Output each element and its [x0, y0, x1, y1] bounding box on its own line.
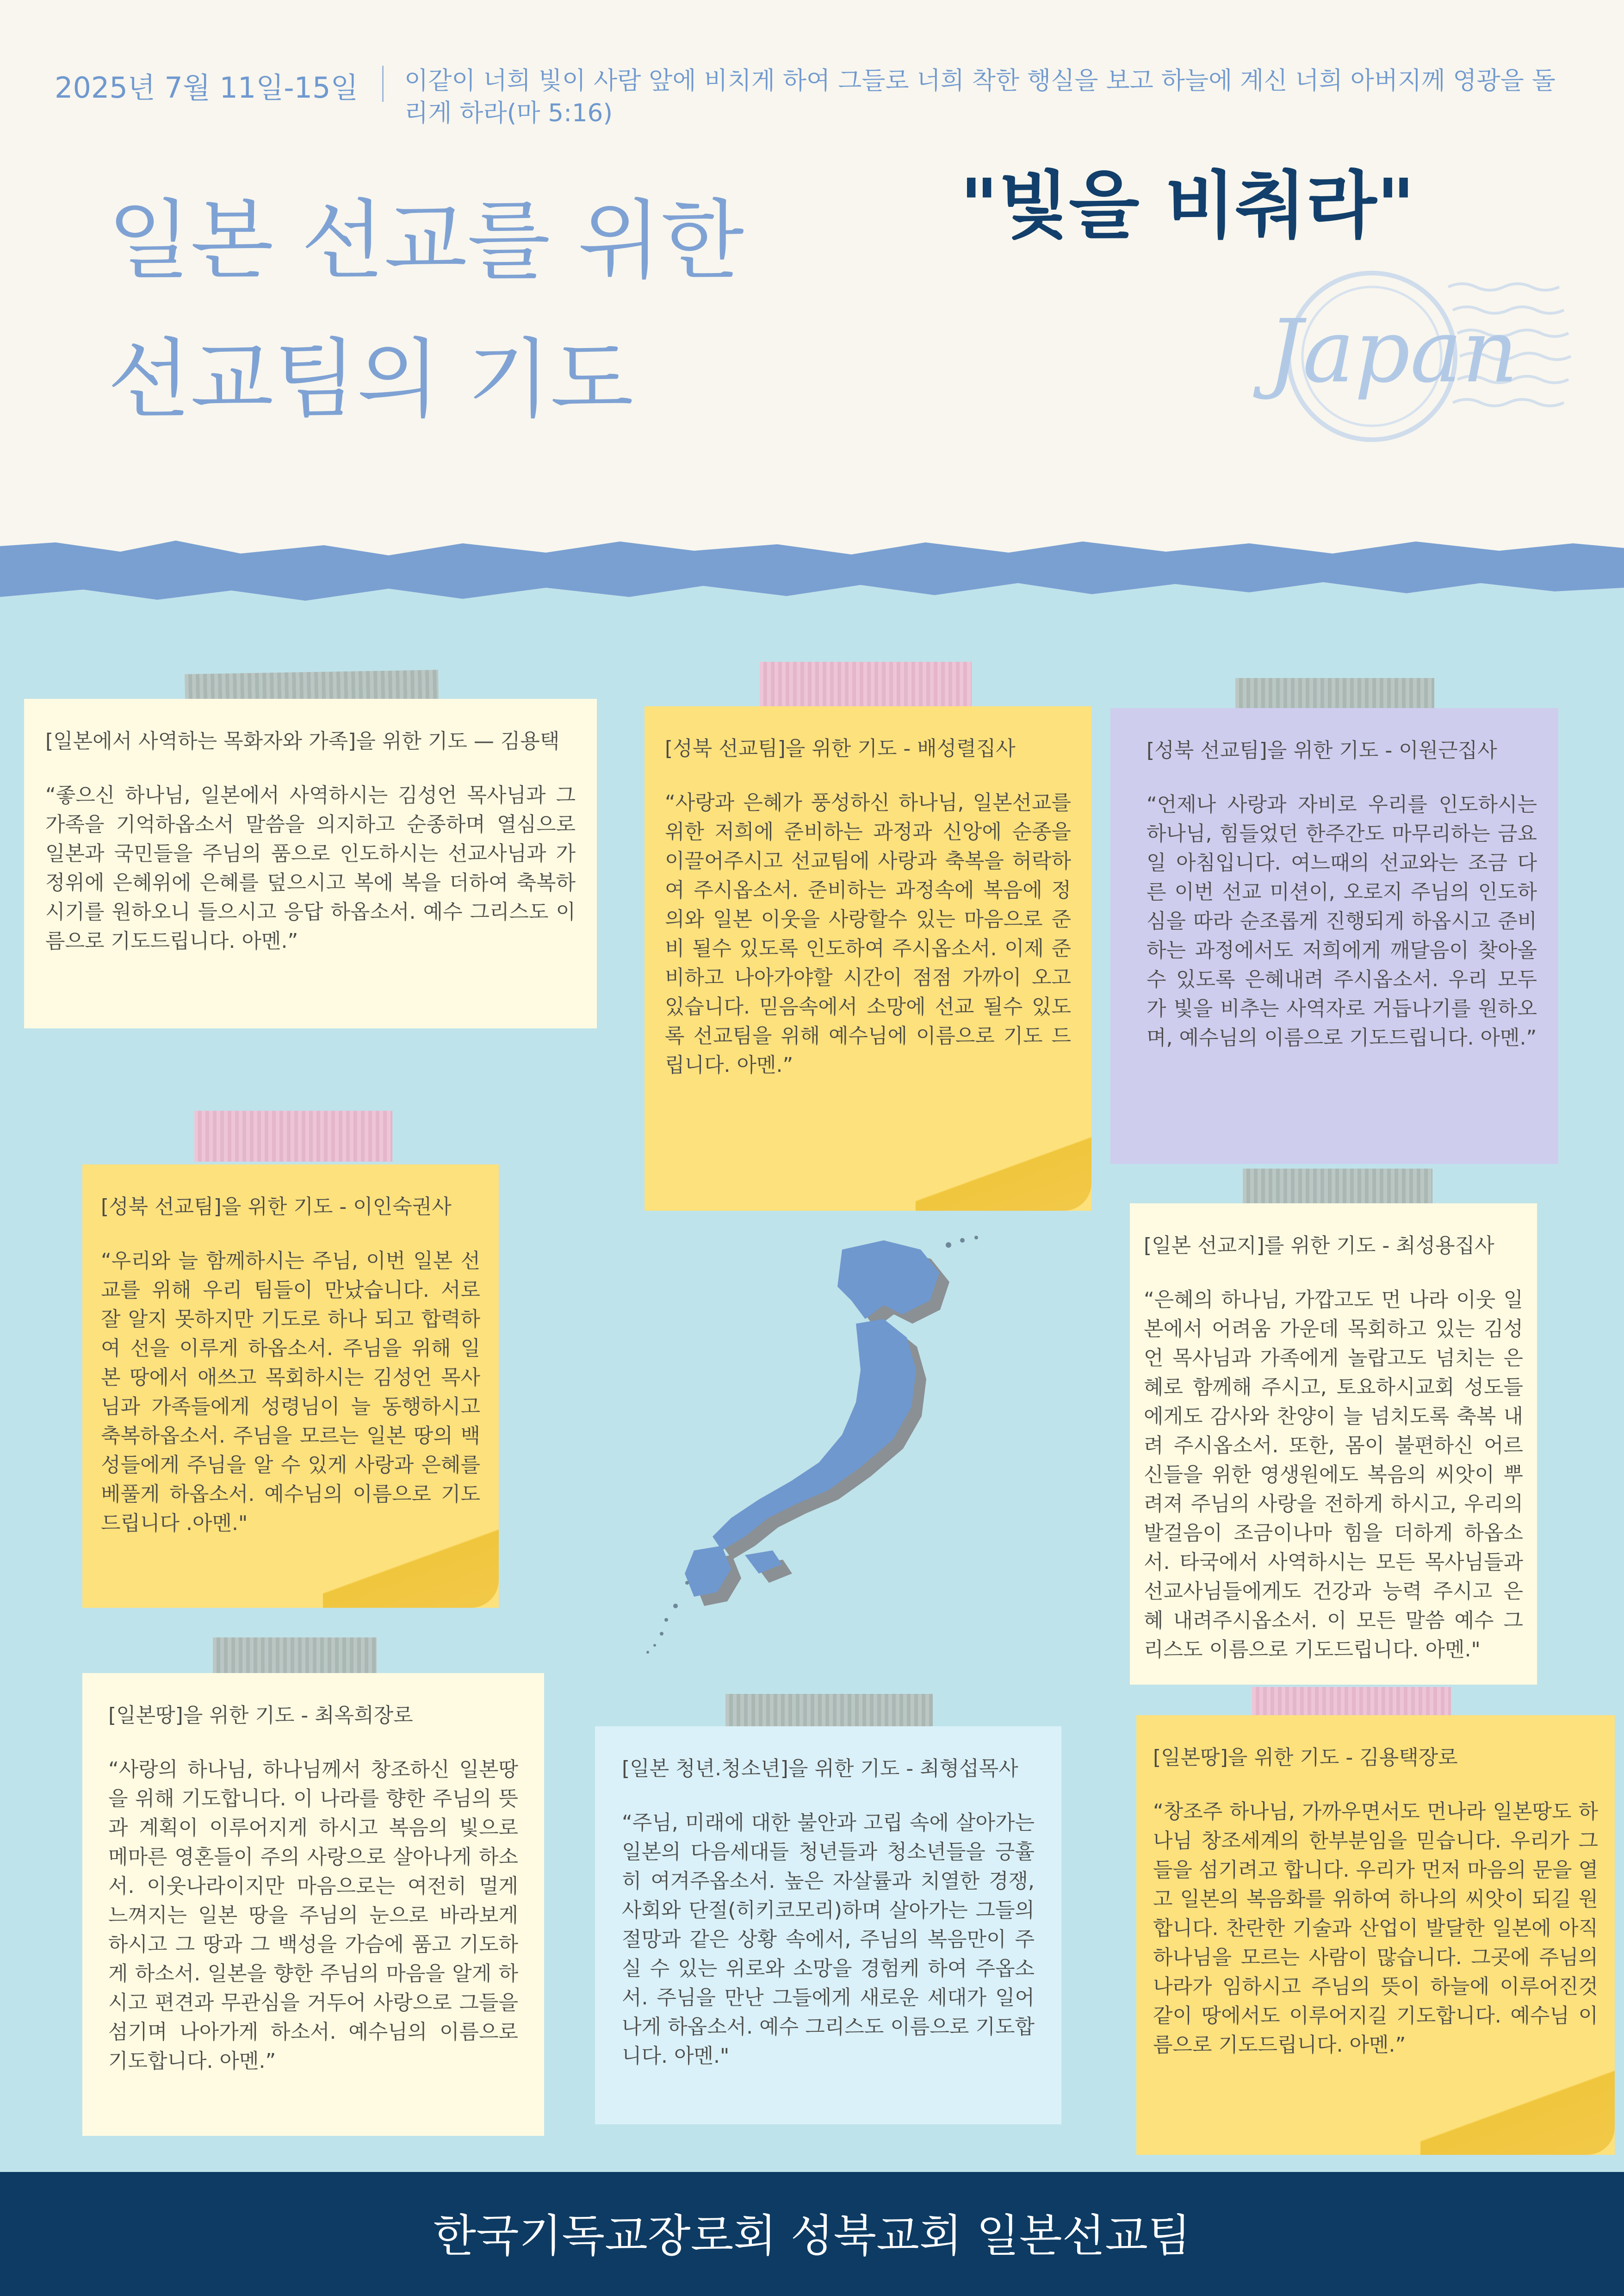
note-title: [성북 선교팀]을 위한 기도 - 이인숙권사 [101, 1195, 452, 1219]
japan-stamp-text: Japan [1268, 301, 1518, 402]
torn-paper-edge [0, 518, 1624, 625]
page-curl [916, 1132, 1091, 1211]
note-title: [성북 선교팀]을 위한 기도 - 이원근집사 [1147, 739, 1497, 762]
prayer-note-6 [82, 1673, 544, 2136]
page-curl [1420, 2062, 1615, 2155]
note-title: [일본땅]을 위한 기도 - 최옥희장로 [108, 1704, 413, 1727]
slogan: "빛을 비춰라" [960, 163, 1415, 249]
note-body: “좋으신 하나님, 일본에서 사역하시는 김성언 목사님과 그 가족을 기억하옵소서 말씀을 의지하고 순종하며 열심으로 일본과 국민들을 주님의 품으로 인도하시는 선교사님과 가정위에 은혜위에 은혜를 덮으시고 복에 복을 더하여 축복하시기를 원하오니 들으시고 응답 하옵소서. 예수 그리스도 이름으로 기도드립니다. 아멘.” [45, 784, 576, 953]
note-title: [일본 선교지]를 위한 기도 - 최성용집사 [1144, 1234, 1494, 1257]
note-body: “언제나 사랑과 자비로 우리를 인도하시는 하나님, 힘들었던 한주간도 마무리하는 금요일 아침입니다. 여느때의 선교와는 조금 다른 이번 선교 미션이, 오로지 주님의 인도하심을 따라 순조롭게 진행되게 하옵시고 준비하는 과정에서도 저희에게 깨달음이 찾아올 수 있도록 은혜내려 주시옵소서. 우리 모두가 빛을 비추는 사역자로 거듭나기를 원하오며, 예수님의 이름으로 기도드립니다. 아멘.” [1147, 793, 1537, 1050]
page-title [107, 171, 894, 449]
prayer-note-5 [1130, 1203, 1537, 1685]
prayer-note-7 [595, 1726, 1061, 2124]
note-body: “사랑의 하나님, 하나님께서 창조하신 일본땅을 위해 기도합니다. 이 나라를 향한 주님의 뜻과 계획이 이루어지게 하시고 복음의 빛으로 메마른 영혼들이 주의 사랑으로 살아나게 하소서. 이웃나라이지만 마음으로는 여전히 멀게 느껴지는 일본 땅을 주님의 눈으로 바라보게 하시고 그 땅과 그 백성을 가슴에 품고 기도하게 하소서. 일본을 향한 주님의 마음을 알게 하시고 편견과 무관심을 거두어 사랑으로 그들을 섬기며 나아가게 하소서. 예수님의 이름으로 기도합니다. 아멘.” [108, 1758, 518, 2073]
note-body: “주님, 미래에 대한 불안과 고립 속에 살아가는 일본의 다음세대들 청년들과 청소년들을 긍휼히 여겨주옵소서. 높은 자살률과 치열한 경쟁, 사회와 단절(히키코모리)하며 살아가는 그들의 절망과 같은 상황 속에서, 주님의 복음만이 주실 수 있는 위로와 소망을 경험케 하여 주옵소서. 주님을 만난 그들에게 새로운 세대가 일어나게 하옵소서. 예수 그리스도 이름으로 기도합니다. 아멘." [622, 1811, 1035, 2068]
note-body: “은혜의 하나님, 가깝고도 먼 나라 이웃 일본에서 어려움 가운데 목회하고 있는 김성언 목사님과 가족에게 놀랍고도 넘치는 은혜로 함께해 주시고, 토요하시교회 성도들에게도 감사와 찬양이 늘 넘치도록 축복 내려 주시옵소서. 또한, 몸이 불편하신 어르신들을 위한 영생원에도 복음의 씨앗이 뿌려져 주님의 사랑을 전하게 하시고, 우리의 발걸음이 조금이나마 힘을 더하게 하옵소서. 타국에서 사역하시는 모든 목사님들과 선교사님들에게도 건강과 능력 주시고 은혜 내려주시옵소서. 이 모든 말씀 예수 그리스도 이름으로 기도드립니다. 아멘." [1144, 1288, 1523, 1661]
prayer-note-1 [24, 699, 597, 1028]
note-title: [일본에서 사역하는 목화자와 가족]을 위한 기도 — 김용택 [45, 729, 560, 753]
note-body: “창조주 하나님, 가까우면서도 먼나라 일본땅도 하나님 창조세계의 한부분임을 믿습니다. 우리가 그들을 섬기려고 합니다. 우리가 먼저 마음의 문을 열고 일본의 복음화를 위하여 하나의 씨앗이 되길 원합니다. 찬란한 기술과 산업이 발달한 일본에 아직 하나님을 모르는 사람이 많습니다. 그곳에 주님의 나라가 임하시고 주님의 뜻이 하늘에 이루어진것 같이 땅에서도 이루어지길 기도합니다. 예수님 이름으로 기도드립니다. 아멘.” [1153, 1800, 1598, 2057]
header-divider [382, 66, 384, 102]
note-body: “우리와 늘 함께하시는 주님, 이번 일본 선교를 위해 우리 팀들이 만났습니다. 서로 잘 알지 못하지만 기도로 하나 되고 합력하여 선을 이루게 하옵소서. 주님을 위해 일본 땅에서 애쓰고 목회하시는 김성언 목사님과 가족들에게 성령님이 늘 동행하시고 축복하옵소서. 주님을 모르는 일본 땅의 백성들에게 주님을 알 수 있게 사랑과 은혜를 베풀게 하옵소서. 예수님의 이름으로 기도드립니다 .아멘." [101, 1249, 480, 1535]
prayer-note-8 [1136, 1715, 1615, 2155]
prayer-note-3 [1110, 708, 1558, 1164]
note-body: “사랑과 은혜가 풍성하신 하나님, 일본선교를 위한 저희에 준비하는 과정과 신앙에 순종을 이끌어주시고 선교팀에 사랑과 축복을 허락하여 주시옵소서. 준비하는 과정속에 복음에 정의와 일본 이웃을 사랑할수 있는 마음으로 준비 될수 있도록 인도하여 주시옵소서. 이제 준비하고 나아가야할 시간이 점점 가까이 오고 있습니다. 믿음속에서 소망에 선교 될수 있도록 선교팀을 위해 예수님에 이름으로 기도 드립니다. 아멘.” [665, 791, 1071, 1077]
note-title: [일본 청년.청소년]을 위한 기도 - 최형섭목사 [622, 1757, 1018, 1780]
event-date: 2025년 7월 11일-15일 [55, 71, 359, 105]
note-title: [일본땅]을 위한 기도 - 김용택장로 [1153, 1746, 1458, 1769]
footer-text: 한국기독교장로회 성북교회 일본선교팀 [433, 2210, 1191, 2262]
prayer-note-2 [645, 706, 1091, 1211]
tape-strip [760, 662, 972, 713]
title-line-2: 선교팀의 기도 [107, 329, 634, 429]
note-title: [성북 선교팀]을 위한 기도 - 배성렬집사 [665, 737, 1016, 760]
prayer-note-4 [82, 1164, 499, 1608]
japan-map-icon [643, 1231, 1060, 1657]
bible-verse: 이같이 너희 빛이 사람 앞에 비치게 하여 그들로 너희 착한 행실을 보고 하늘에 계신 너희 아버지께 영광을 돌리게 하라(마 5:16) [404, 67, 1556, 127]
tape-strip [194, 1111, 392, 1162]
title-line-1: 일본 선교를 위한 [107, 190, 744, 291]
